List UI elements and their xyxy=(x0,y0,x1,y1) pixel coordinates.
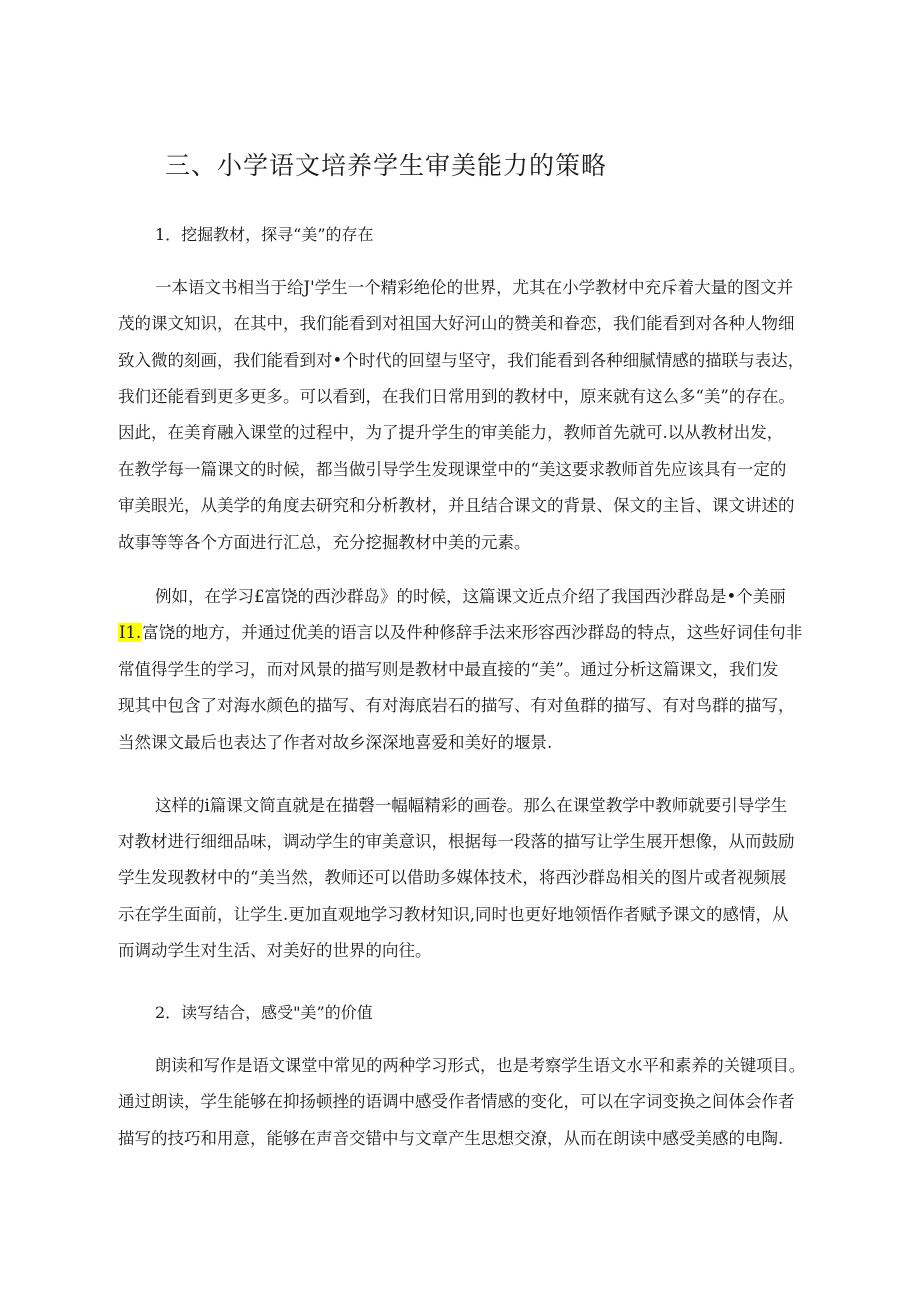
paragraph-line: 致入微的刻画，我们能看到对•个时代的回望与坚守，我们能看到各种细腻情感的描联与表达， xyxy=(118,351,805,370)
paragraph-line: 对教材进行细细品味，调动学生的审美意识，根据每一段落的描写让学生展开想像，从而鼓励 xyxy=(118,832,795,851)
paragraph-line: 在教学每一篇课文的时候，都当做引导学生发现课堂中的“美这要求教师首先应该具有一定的 xyxy=(118,460,787,479)
paragraph-line: 当然课文最后也表达了作者对故乡深深地喜爱和美好的堰景. xyxy=(118,733,553,752)
section-heading-2: 2．读写结合，感受"美”的价值 xyxy=(155,1003,373,1022)
highlight-marker: I1. xyxy=(119,623,142,642)
paragraph-line xyxy=(118,621,802,645)
paragraph-line: 常值得学生的学习，而对风景的描写则是教材中最直接的“美”。通过分析这篇课文，我们发 xyxy=(118,660,779,679)
page-title: 三、小学语文培养学生审美能力的策略 xyxy=(165,151,608,180)
paragraph-line: 茂的课文知识，在其中，我们能看到对祖国大好河山的赞美和眷恋，我们能看到对各种人物细 xyxy=(118,314,795,333)
paragraph-line-text: 富饶的地方，并通过优美的语言以及件种修辞手法来形容西沙群岛的特点，这些好词佳句非 xyxy=(142,623,803,642)
paragraph-line: 一本语文书相当于给J'学生一个精彩绝伦的世界，尤其在小学教材中充斥着大量的图文并 xyxy=(155,278,794,297)
paragraph-line: 故事等等各个方面进行汇总，充分挖掘教材中美的元素。 xyxy=(118,533,531,552)
paragraph-line: 我们还能看到更多更多。可以看到，在我们日常用到的教材中，原来就有这么多“美”的存在。 xyxy=(118,387,795,406)
paragraph-line: 这样的i篇课文简直就是在描磬一幅幅精彩的画卷。那么在课堂教学中教师就要引导学生 xyxy=(155,796,788,815)
paragraph-line: 通过朗读，学生能够在抑扬顿挫的语调中感受作者情感的变化，可以在字词变换之间体会作者 xyxy=(118,1092,795,1111)
paragraph-line: 现其中包含了对海水颜色的描写、有对海底岩石的描写、有对鱼群的描写、有对鸟群的描写， xyxy=(118,696,795,715)
section-heading-1: 1．挖掘教材，探寻“美”的存在 xyxy=(155,225,374,244)
paragraph-line: 审美眼光，从美学的角度去研究和分析教材，并且结合课文的背景、保文的主旨、课文讲述的 xyxy=(118,496,795,515)
paragraph-line: 例如，在学习£富饶的西沙群岛》的时候，这篇课文近点介绍了我国西沙群岛是•个美丽 xyxy=(155,587,786,606)
paragraph-line: 描写的技巧和用意，能够在声音交错中与文章产生思想交潦，从而在朗读中感受美感的电陶. xyxy=(118,1129,784,1148)
paragraph-line: 示在学生面前，让学生.更加直观地学习教材知识,同时也更好地领悟作者赋予课文的感情，从 xyxy=(118,905,789,924)
paragraph-line: 而调动学生对生活、对美好的世界的向往。 xyxy=(118,941,432,960)
paragraph-line: 学生发现教材中的“美当然，教师还可以借助多媒体技术，将西沙群岛相关的图片或者视频展 xyxy=(118,868,787,887)
paragraph-line: 因此，在美育融入课堂的过程中，为了提升学生的审美能力，教师首先就可.以从教材出发， xyxy=(118,423,784,442)
paragraph-line: 朗读和写作是语文课堂中常见的两种学习形式，也是考察学生语文水平和素养的关键项目。 xyxy=(155,1056,805,1075)
